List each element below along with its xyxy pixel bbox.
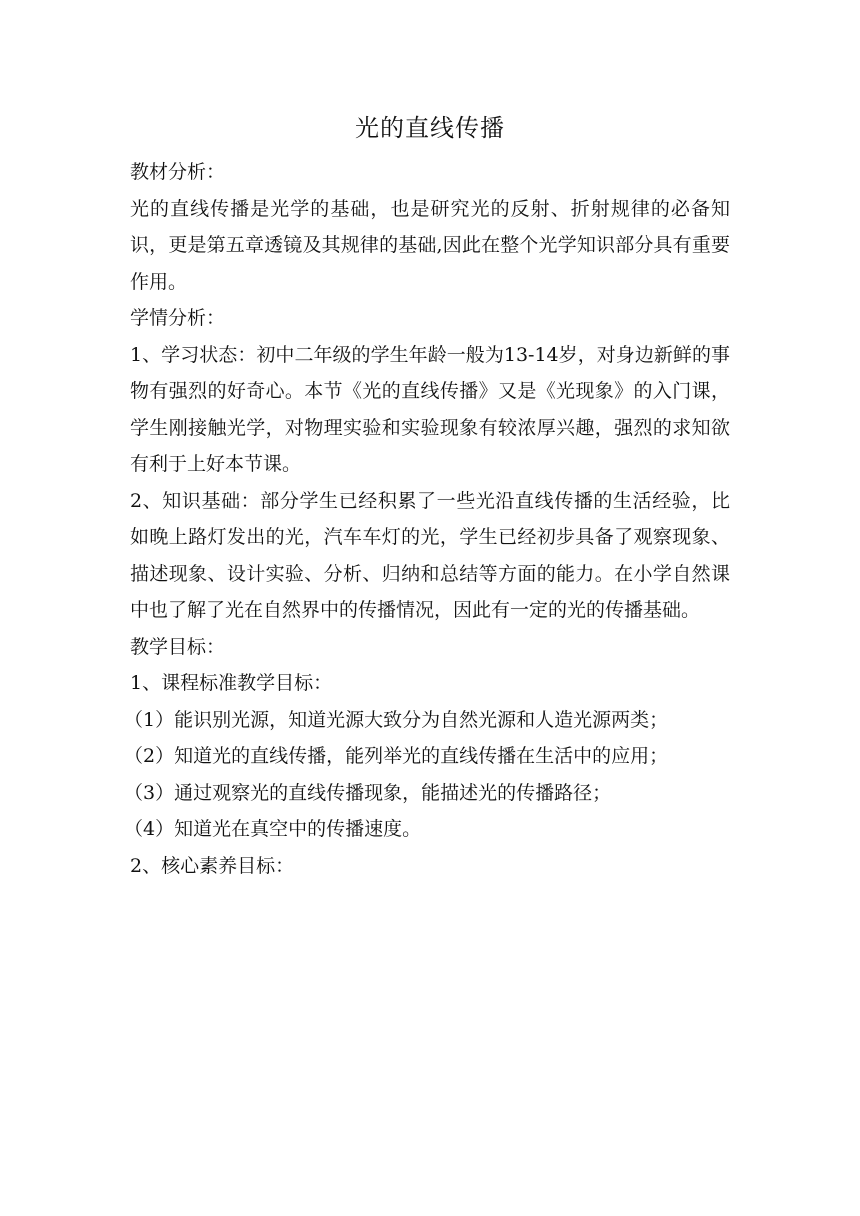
paragraph-textbook-analysis: 光的直线传播是光学的基础，也是研究光的反射、折射规律的必备知识，更是第五章透镜及其规律的基础,因此在整个光学知识部分具有重要作用。	[130, 197, 730, 293]
document-title: 光的直线传播	[355, 114, 505, 142]
heading-teaching-goals: 教学目标：	[130, 635, 226, 658]
paragraph-learning-state: 1、学习状态：初中二年级的学生年龄一般为13-14岁，对身边新鲜的事物有强烈的好奇心。本节《光的直线传播》又是《光现象》的入门课，学生刚接触光学，对物理实验和实验现象有较浓厚兴趣，强烈的求知欲有利于上好本节课。	[130, 343, 730, 475]
subheading-core-literacy-goals: 2、核心素养目标：	[130, 854, 295, 877]
goal-item-1: （1）能识别光源，知道光源大致分为自然光源和人造光源两类；	[124, 708, 669, 731]
heading-textbook-analysis: 教材分析：	[130, 161, 226, 183]
goal-item-2: （2）知道光的直线传播，能列举光的直线传播在生活中的应用；	[124, 745, 669, 767]
document-body	[124, 154, 730, 884]
paragraph-knowledge-base: 2、知识基础：部分学生已经积累了一些光沿直线传播的生活经验，比如晚上路灯发出的光，汽车车灯的光，学生已经初步具备了观察现象、描述现象、设计实验、分析、归纳和总结等方面的能力。在小学自然课中也了解了光在自然界中的传播情况，因此有一定的光的传播基础。	[130, 489, 730, 621]
subheading-curriculum-goals: 1、课程标准教学目标：	[130, 672, 333, 694]
heading-student-analysis: 学情分析：	[130, 307, 226, 329]
goal-item-3: （3）通过观察光的直线传播现象，能描述光的传播路径；	[124, 781, 612, 804]
goal-item-4: （4）知道光在真空中的传播速度。	[124, 818, 422, 840]
